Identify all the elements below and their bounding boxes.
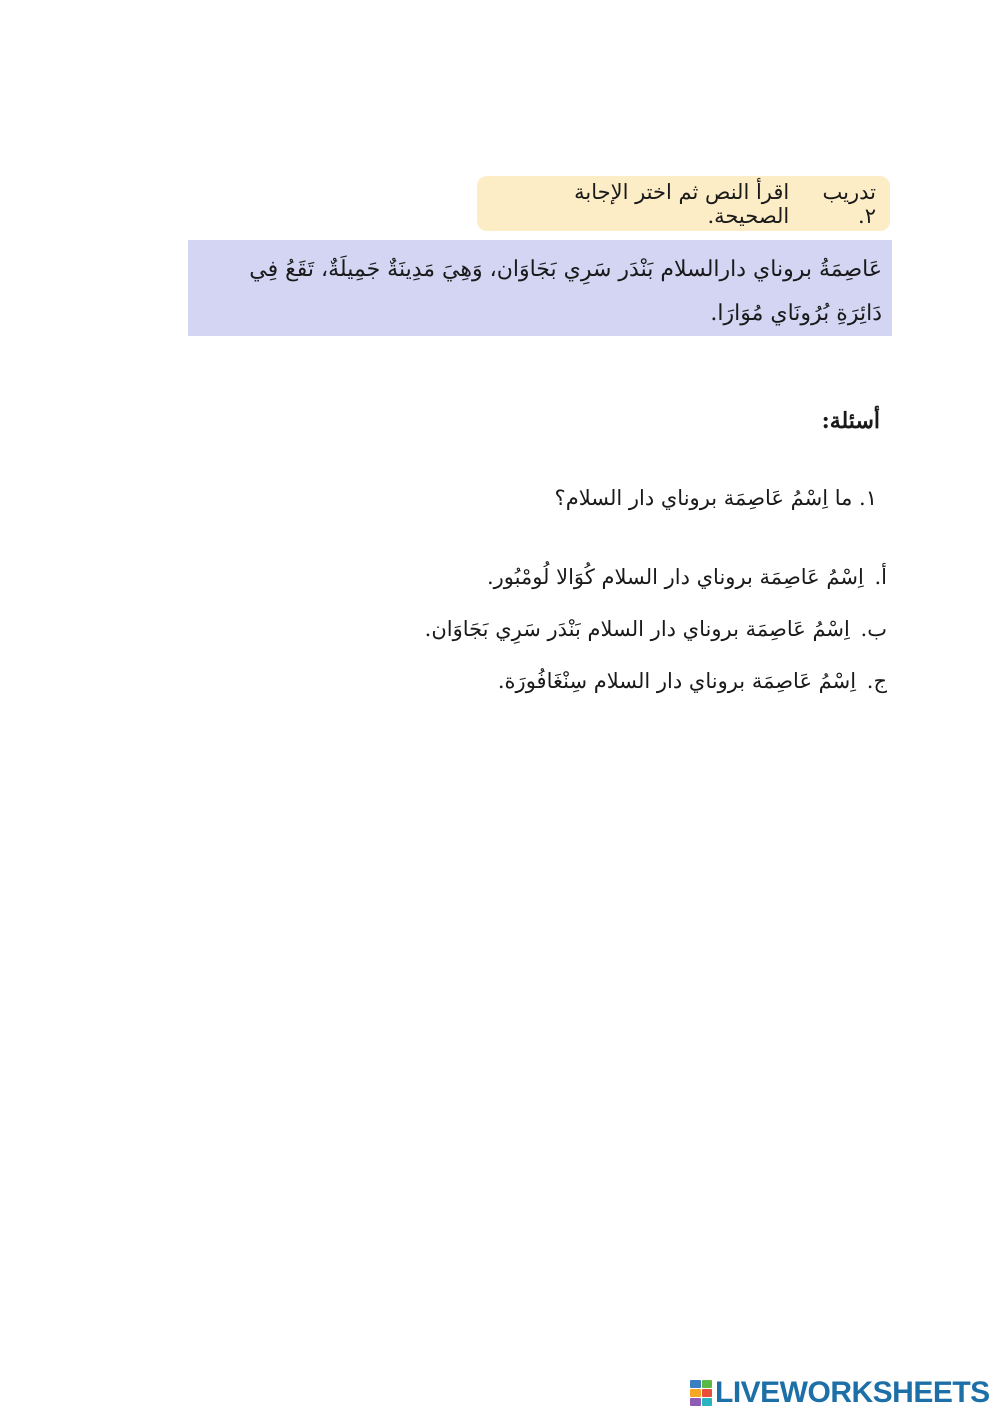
option-text: اِسْمُ عَاصِمَة بروناي دار السلام بَنْدَر سَرِي بَجَاوَان.: [424, 617, 850, 641]
questions-heading: أسئلة:: [821, 408, 880, 434]
option-letter: ج.: [866, 669, 887, 693]
option-text: اِسْمُ عَاصِمَة بروناي دار السلام كُوَالا لُومْبُور.: [486, 565, 864, 589]
question-stem: ١. ما اِسْمُ عَاصِمَة بروناي دار السلام؟: [554, 486, 877, 510]
passage-text: عَاصِمَةُ بروناي دارالسلام بَنْدَر سَرِي بَجَاوَان، وَهِيَ مَدِينَةٌ جَمِيلَةٌ، تَقَعُ فِي دَائِرَةِ بُرُونَاي مُوَارَا.: [249, 257, 882, 326]
answer-option-b[interactable]: [425, 603, 887, 655]
answer-option-c[interactable]: [425, 655, 887, 707]
reading-passage: [188, 240, 892, 336]
liveworksheets-logo-icon: [690, 1380, 712, 1406]
answer-option-a[interactable]: [425, 551, 887, 603]
liveworksheets-logo-text: LIVEWORKSHEETS: [715, 1376, 990, 1409]
answer-options: [425, 551, 887, 707]
liveworksheets-brand: [690, 1375, 990, 1411]
exercise-instruction-box: [477, 176, 890, 231]
exercise-instruction: اقرأ النص ثم اختر الإجابة الصحيحة.: [574, 179, 790, 228]
option-letter: أ.: [874, 565, 887, 589]
option-text: اِسْمُ عَاصِمَة بروناي دار السلام سِنْغَافُورَة.: [497, 669, 857, 693]
exercise-number: تدريب ٢.: [822, 179, 876, 228]
option-letter: ب.: [860, 617, 887, 641]
